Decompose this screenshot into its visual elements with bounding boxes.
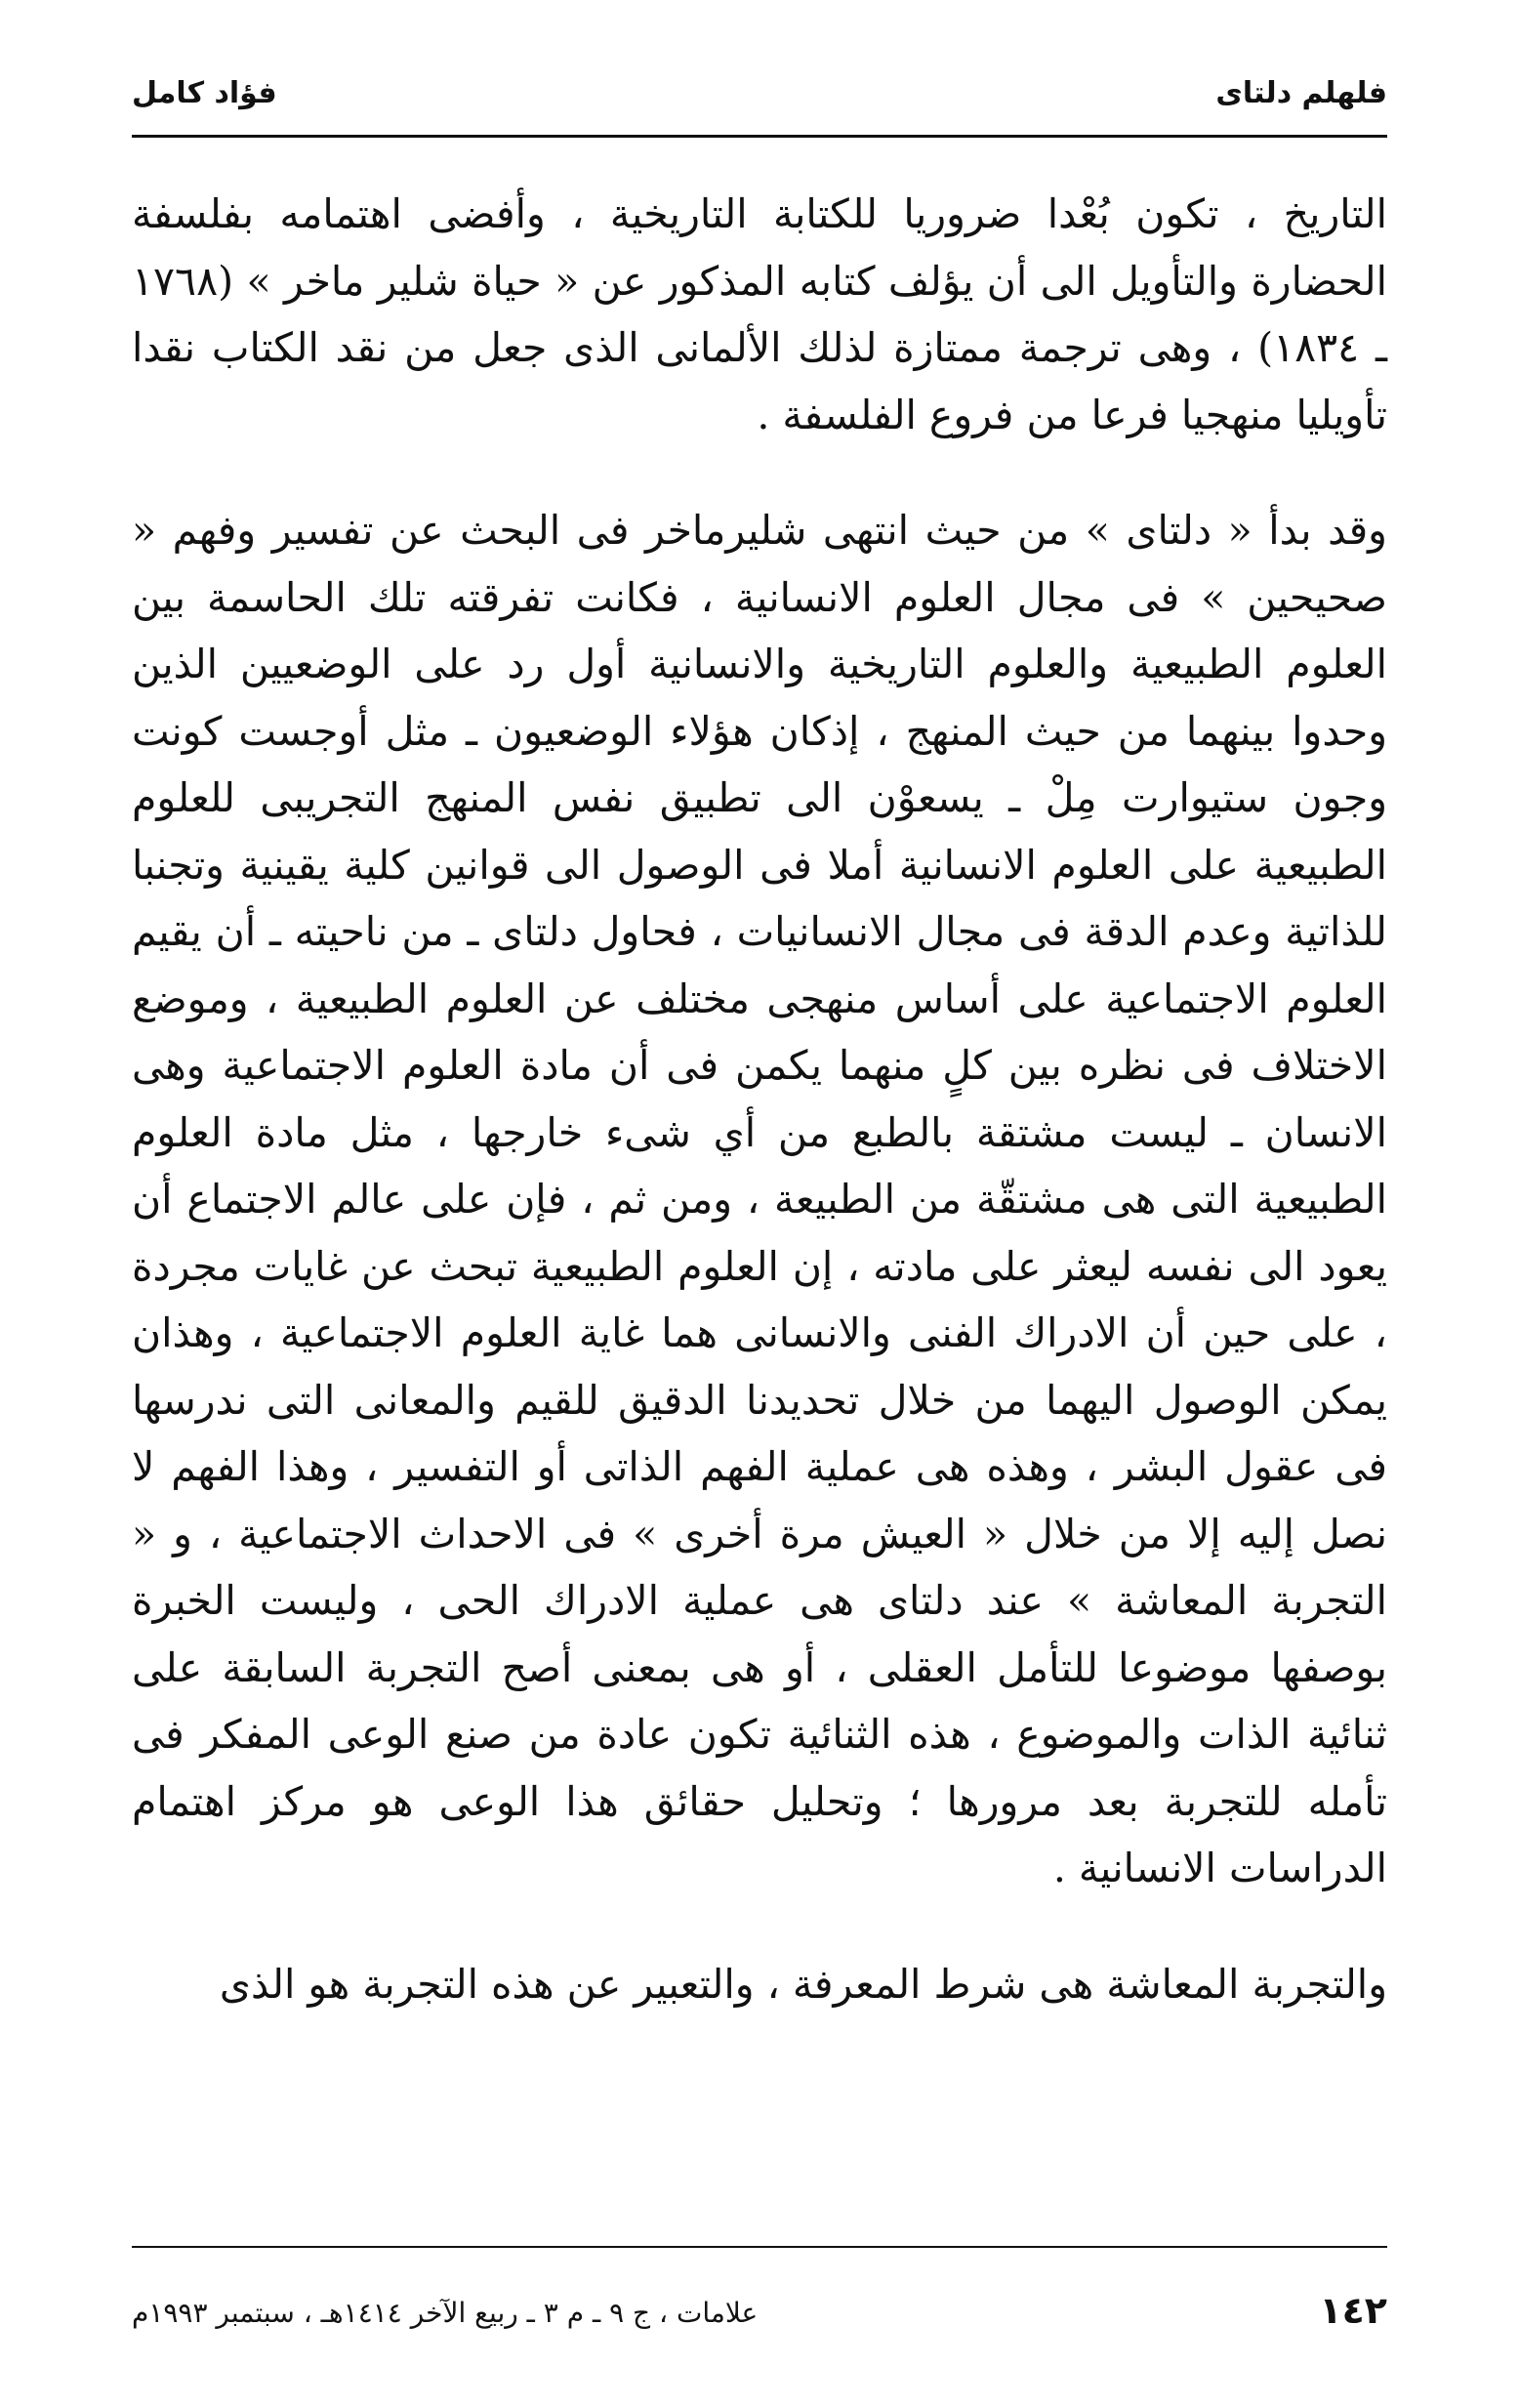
header-title: فلهلم دلتاى <box>1215 76 1387 110</box>
paragraph-1: التاريخ ، تكون بُعْدا ضروريا للكتابة التاريخية ، وأفضى اهتمامه بفلسفة الحضارة والتأويل الى أن يؤلف كتابه المذكور عن « حياة شلير ماخر » (١٧٦٨ ـ ١٨٣٤) ، وهى ترجمة ممتازة لذلك الألمانى الذى جعل من نقد الكتاب نقدا تأويليا منهجيا فرعا من فروع الفلسفة . <box>132 190 1387 438</box>
paragraph-3: والتجربة المعاشة هى شرط المعرفة ، والتعبير عن هذه التجربة هو الذى <box>219 1960 1387 2008</box>
paragraph-2: وقد بدأ « دلتاى » من حيث انتهى شليرماخر فى البحث عن تفسير وفهم « صحيحين » فى مجال العلوم الانسانية ، فكانت تفرقته تلك الحاسمة بين العلوم الطبيعية والعلوم التاريخية والانسانية أول رد على الوضعيين الذين وحدوا بينهما من حيث المنهج ، إذكان هؤلاء الوضعيون ـ مثل أوجست كونت وجون ستيوارت مِلْ ـ يسعوْن الى تطبيق نفس المنهج التجريبى للعلوم الطبيعية على العلوم الانسانية أملا فى الوصول الى قوانين كلية يقينية وتجنبا للذاتية وعدم الدقة فى مجال الانسانيات ، فحاول دلتاى ـ من ناحيته ـ أن يقيم العلوم الاجتماعية على أساس منهجى مختلف عن العلوم الطبيعية ، وموضع الاختلاف فى نظره بين كلٍ منهما يكمن فى أن مادة العلوم الاجتماعية وهى الانسان ـ ليست مشتقة بالطبع من أي شىء خارجها ، مثل مادة العلوم الطبيعية التى هى مشتقّة من الطبيعة ، ومن ثم ، فإن على عالم الاجتماع أن يعود الى نفسه ليعثر على مادته ، إن العلوم الطبيعية تبحث عن غايات مجردة ، على حين أن الادراك الفنى والانسانى هما غاية العلوم الاجتماعية ، وهذان يمكن الوصول اليهما من خلال تحديدنا الدقيق للقيم والمعانى التى ندرسها فى عقول البشر ، وهذه هى عملية الفهم الذاتى أو التفسير ، وهذا الفهم لا نصل إليه إلا من خلال « العيش مرة أخرى » فى الاحداث الاجتماعية ، و « التجربة المعاشة » عند دلتاى هى عملية الادراك الحى ، وليست الخبرة بوصفها موضوعا للتأمل العقلى ، أو هى بمعنى أصح التجربة السابقة على ثنائية الذات والموضوع ، هذه الثنائية تكون عادة من صنع الوعى المفكر فى تأمله للتجربة بعد مرورها ؛ وتحليل حقائق هذا الوعى هو مركز اهتمام الدراسات الانسانية . <box>132 507 1387 1891</box>
page-number: ١٤٢ <box>1319 2289 1387 2332</box>
header-author: فؤاد كامل <box>132 76 277 110</box>
journal-citation: علامات ، ج ٩ ـ م ٣ ـ ربيع الآخر ١٤١٤هـ ، سبتمبر ١٩٩٣م <box>132 2297 759 2329</box>
body-text <box>132 181 1387 2017</box>
running-header <box>132 66 1387 138</box>
page-footer <box>132 2246 1387 2355</box>
